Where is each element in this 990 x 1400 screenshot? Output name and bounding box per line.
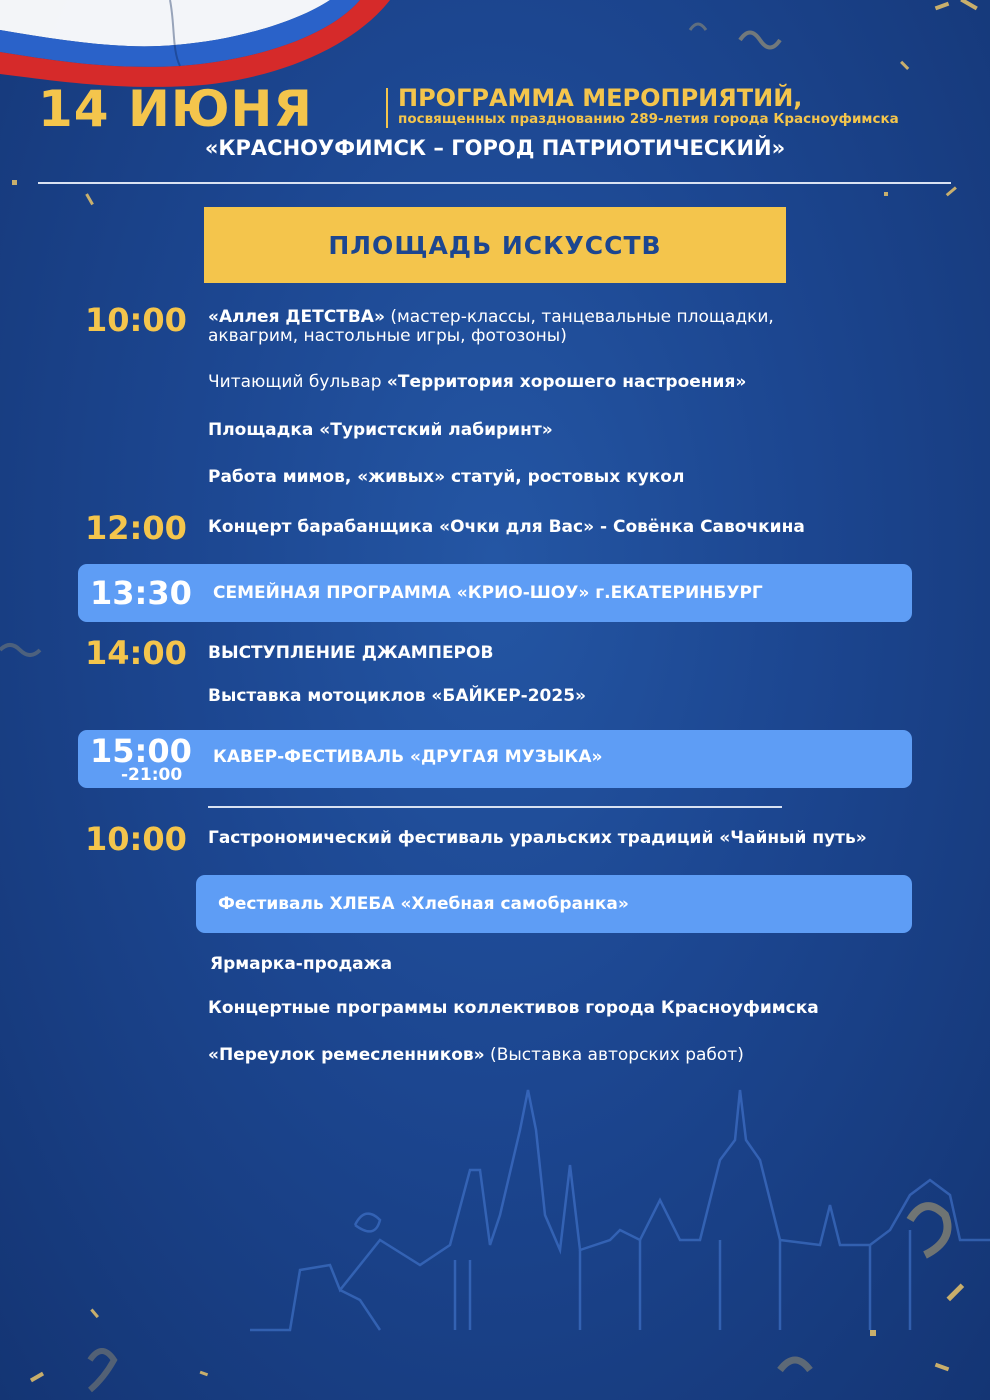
event-title: Гастрономический фестиваль уральских традиций «Чайный путь» [208,828,867,848]
header-divider [386,88,388,128]
program-title: ПРОГРАММА МЕРОПРИЯТИЙ, [398,84,803,112]
venue-banner: ПЛОЩАДЬ ИСКУССТВ [204,207,786,283]
event-title: Фестиваль ХЛЕБА «Хлебная самобранка» [218,894,629,914]
event-title: СЕМЕЙНАЯ ПРОГРАММА «КРИО-ШОУ» г.ЕКАТЕРИНБУРГ [213,583,763,603]
event-details: (мастер-классы, танцевальные площадки, [384,307,774,327]
event-title: Выставка мотоциклов «БАЙКЕР-2025» [208,686,587,706]
event-title: «Аллея ДЕТСТВА» (мастер-классы, танцевальные площадки, [208,307,774,327]
event-date: 14 ИЮНЯ [38,80,313,138]
page-header [0,0,990,190]
event-time: 15:00 [90,732,192,770]
program-subtitle: посвященных празднованию 289-летия города Красноуфимска [398,111,899,127]
city-skyline-decoration [250,1090,990,1330]
highlight-row [78,730,912,788]
event-time: 13:30 [90,574,192,612]
event-details: (Выставка авторских работ) [484,1045,744,1065]
event-title: Концертные программы коллективов города Красноуфимска [208,998,819,1018]
event-title: «Переулок ремесленников» (Выставка авторских работ) [208,1045,744,1065]
event-title: КАВЕР-ФЕСТИВАЛЬ «ДРУГАЯ МУЗЫКА» [213,747,603,767]
highlight-row [196,875,912,933]
highlight-row [78,564,912,622]
section-separator [208,806,782,808]
event-title: Площадка «Туристский лабиринт» [208,420,553,440]
event-title: Концерт барабанщика «Очки для Вас» - Совёнка Савочкина [208,517,805,537]
header-separator [38,182,951,184]
event-details: аквагрим, настольные игры, фотозоны) [208,326,567,346]
event-title: Работа мимов, «живых» статуй, ростовых кукол [208,467,685,487]
event-title: Ярмарка-продажа [210,954,393,974]
event-time: 10:00 [85,820,187,858]
event-time: 10:00 [85,301,187,339]
slogan: «КРАСНОУФИМСК – ГОРОД ПАТРИОТИЧЕСКИЙ» [204,136,786,160]
event-time-end: -21:00 [121,765,183,785]
event-time: 14:00 [85,634,187,672]
event-title: Читающий бульвар «Территория хорошего настроения» [208,372,747,392]
event-time: 12:00 [85,509,187,547]
event-title: ВЫСТУПЛЕНИЕ ДЖАМПЕРОВ [208,643,494,663]
